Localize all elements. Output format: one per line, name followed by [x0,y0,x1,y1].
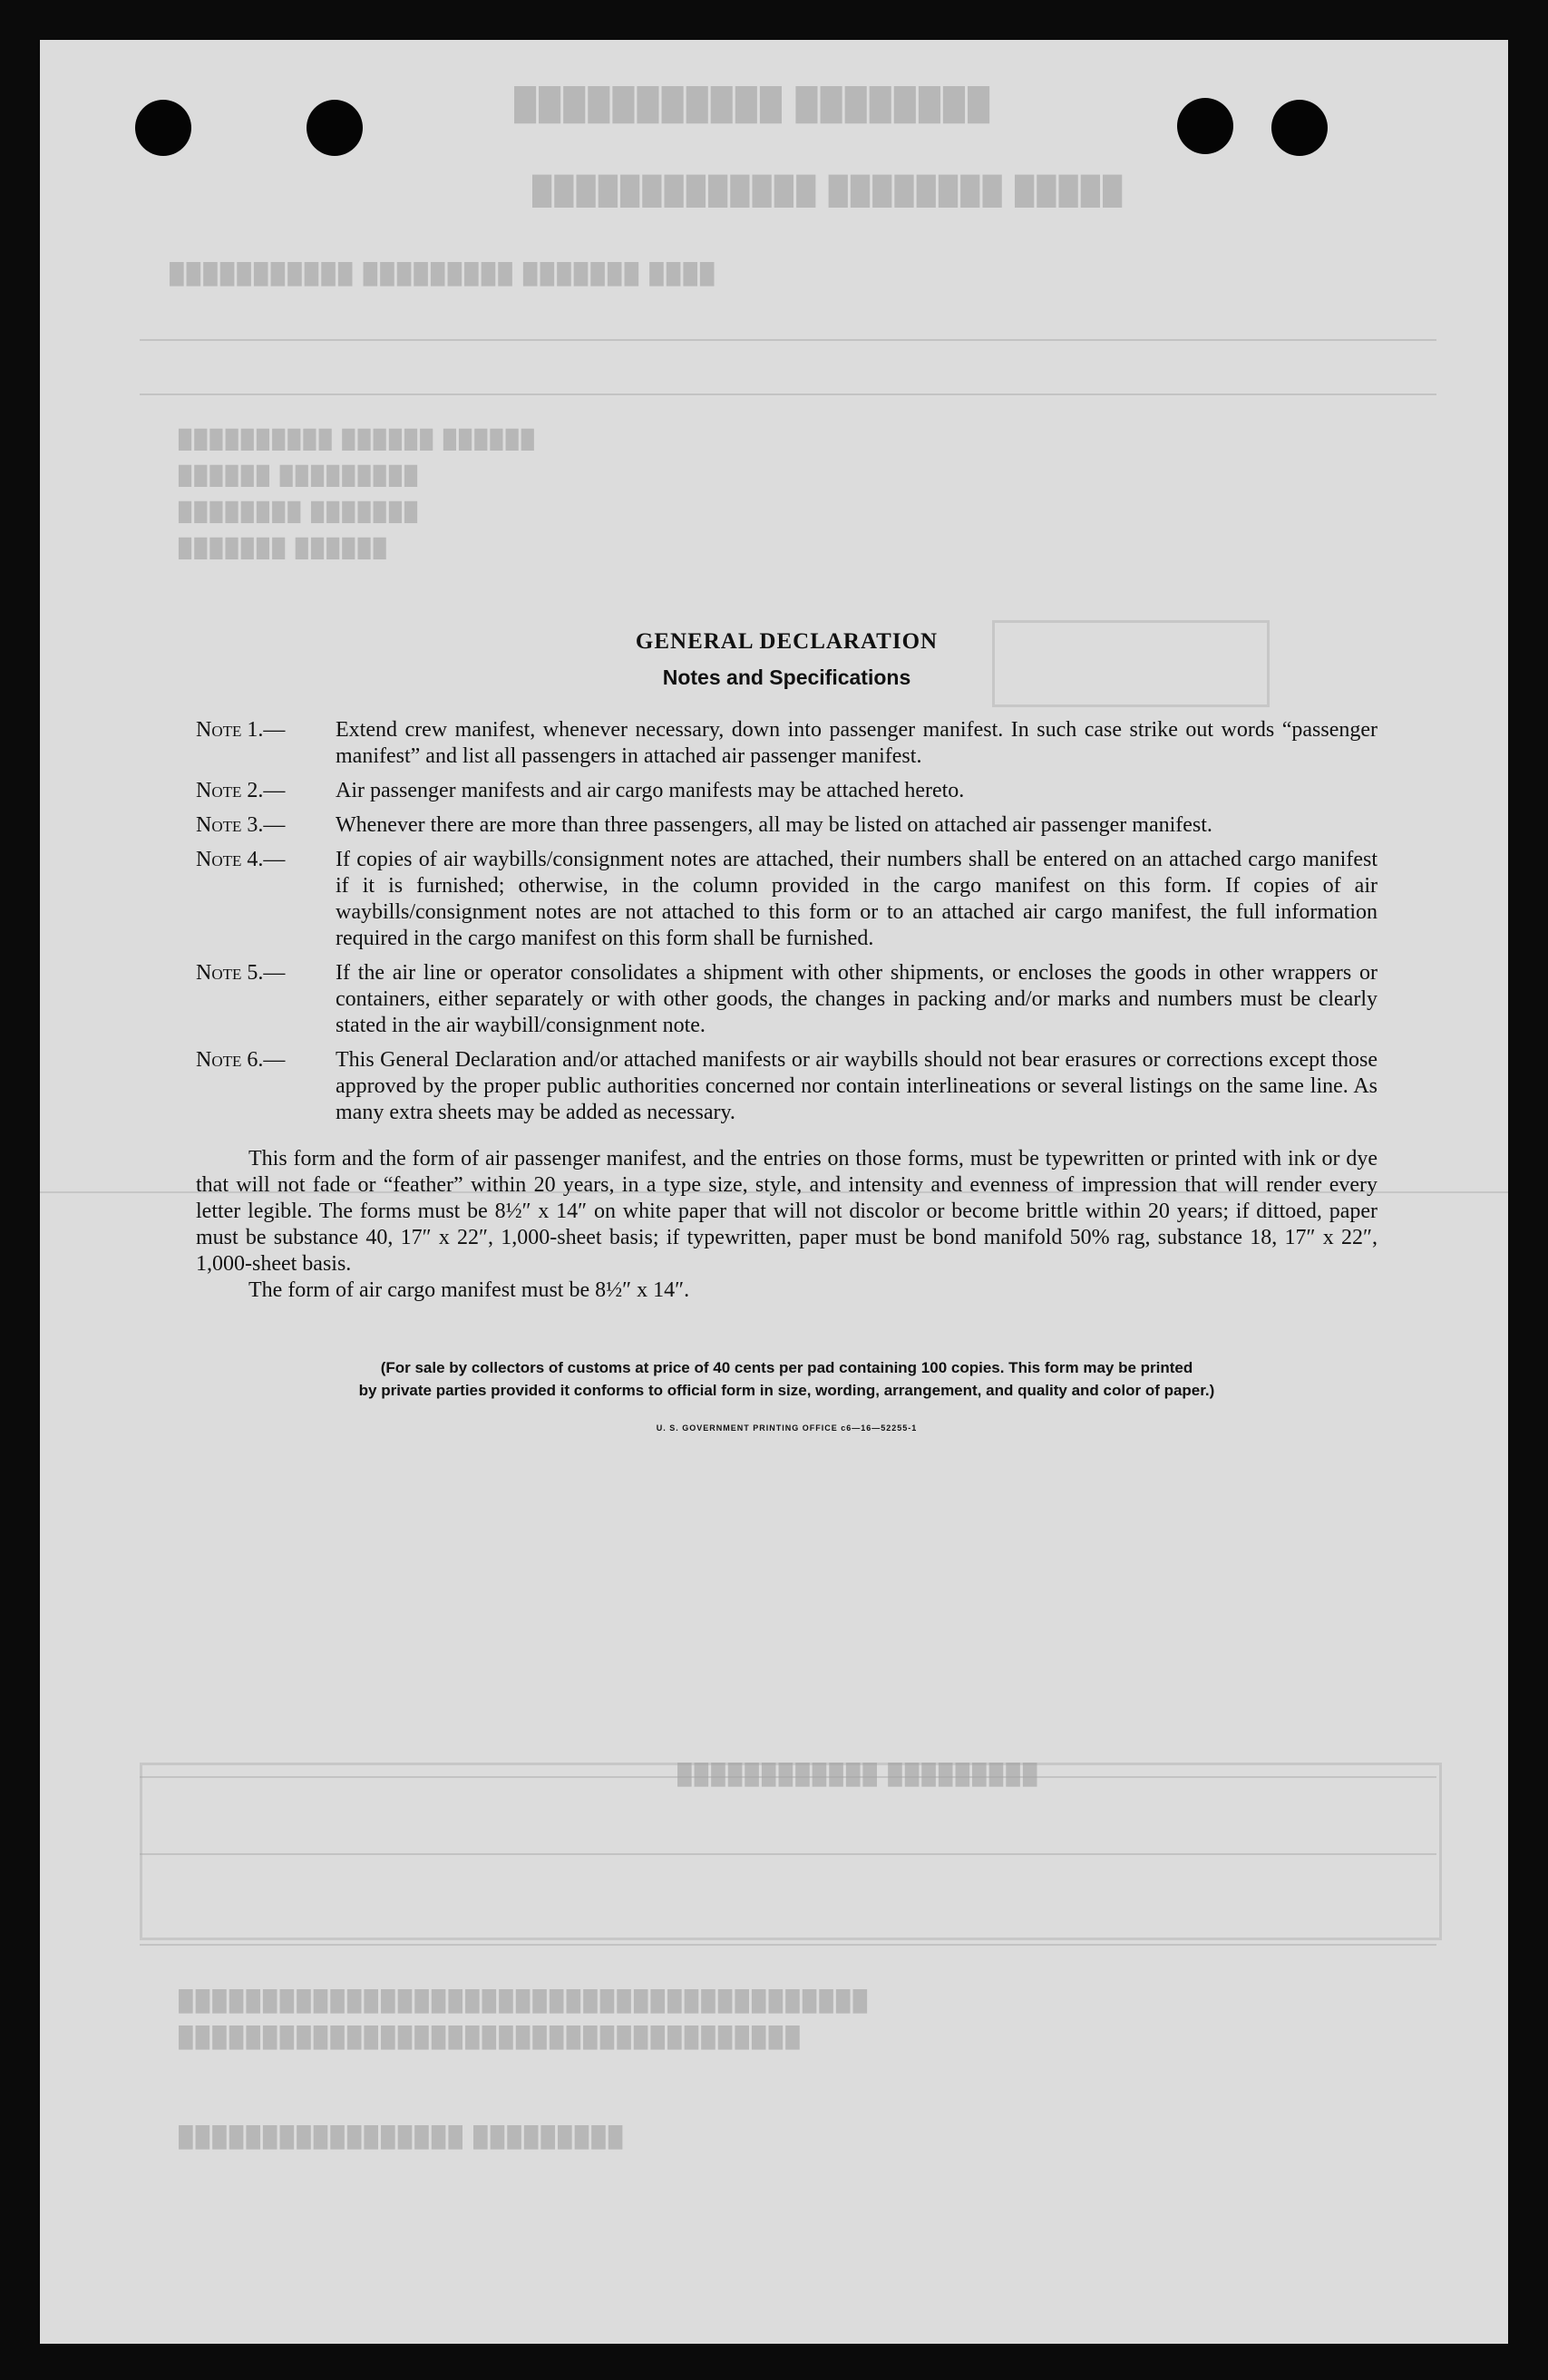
page-title: GENERAL DECLARATION [635,629,939,654]
printer-imprint: U. S. GOVERNMENT PRINTING OFFICE c6—16—52255-1 [656,1423,918,1433]
note-label: Note 1.— [196,718,286,742]
note-item [196,1047,1378,1126]
bleed-through-cargo: █████████ ████████████ [675,1763,1037,1785]
punch-hole-right-2 [1271,100,1328,156]
bleed-through-cargo-table [140,1763,1442,1940]
note-text: This General Declaration and/or attached manifests or air waybills should not bear erasures or corrections except those approved by the proper public authorities concerned nor contain interlineations or several listings on the same line. As many extra sheets may be added as necessary. [336,1048,1378,1124]
bleed-through-declaration-3: █████████ █████████████████ [176,2125,623,2148]
bleed-through-declaration-1: █████████████████████████████████████████ [176,1989,868,2012]
bleed-through-list-3: ███████ ████████ [176,502,418,522]
punch-hole-right-1 [1177,98,1233,154]
bleed-through-rule-5 [140,1944,1436,1946]
note-item [196,812,1378,839]
bleed-through-header: ████████ ███████████ [511,87,990,121]
sale-note-line: by private parties provided it conforms to official form in size, wording, arrangement, and quality and color of paper.) [358,1382,1215,1399]
document-page [40,40,1508,2344]
note-label: Note 5.— [196,961,286,985]
note-label: Note 3.— [196,813,286,837]
bleed-through-list-1: ██████ ██████ ██████████ [176,430,534,450]
note-text: Air passenger manifests and air cargo manifests may be attached hereto. [336,779,965,802]
bleed-through-rule-2 [140,393,1436,395]
note-text: If the air line or operator consolidates a shipment with other shipments, or encloses the goods in other wrappers or containers, either separately or with other goods, the changes in packing and/or marks and numbers must be clearly stated in the air waybill/consignment note. [336,961,1378,1037]
note-label: Note 2.— [196,779,286,802]
punch-hole-left-1 [135,100,191,156]
note-text: Whenever there are more than three passengers, all may be listed on attached air passenger manifest. [336,813,1212,837]
note-item [196,960,1378,1039]
notes-content [196,629,1378,1433]
bleed-through-company: █████ ████████ █████████████ [530,176,1123,206]
sale-note [196,1356,1378,1402]
bleed-through-rule-1 [140,339,1436,341]
cargo-size-line: The form of air cargo manifest must be 8½″ x 14″. [248,1278,690,1302]
page-subtitle: Notes and Specifications [662,665,911,689]
note-item [196,717,1378,770]
note-label: Note 6.— [196,1048,286,1072]
note-label: Note 4.— [196,848,286,871]
note-text: Extend crew manifest, whenever necessary, down into passenger manifest. In such case strike out words “passenger manifest” and list all passengers in attached air passenger manifest. [336,718,1378,768]
bleed-through-flight: ████ ███████ █████████ ███████████ [167,262,715,285]
note-item [196,778,1378,804]
bleed-through-declaration-2: █████████████████████████████████████ [176,2025,800,2048]
note-text: If copies of air waybills/consignment notes are attached, their numbers shall be entered on an attached cargo manifest if it is furnished; otherwise, in the column provided in the cargo manifest on this form. If copies of air waybills/consignment notes are not attached to this form or to an attached air cargo manifest, the full information required in the cargo manifest on this form shall be furnished. [336,848,1378,950]
note-item [196,847,1378,952]
form-specification-paragraph: This form and the form of air passenger manifest, and the entries on those forms, must be typewritten or printed with ink or dye that will not fade or “feather” within 20 years, in a type size, style, and intensity and evenness of impression that will render every letter legible. The forms must be 8½″ x 14″ on white paper that will not discolor or become brittle within 20 years; if dittoed, paper must be substance 40, 17″ x 22″, 1,000-sheet basis; if typewritten, paper must be bond manifold 50% rag, substance 18, 17″ x 22″, 1,000-sheet basis. [196,1147,1378,1276]
bleed-through-list-2: █████████ ██████ [176,466,418,486]
sale-note-line: (For sale by collectors of customs at price of 40 cents per pad containing 100 copies. This form may be printed [380,1359,1193,1376]
punch-hole-left-2 [307,100,363,156]
bleed-through-list-4: ██████ ███████ [176,539,386,559]
